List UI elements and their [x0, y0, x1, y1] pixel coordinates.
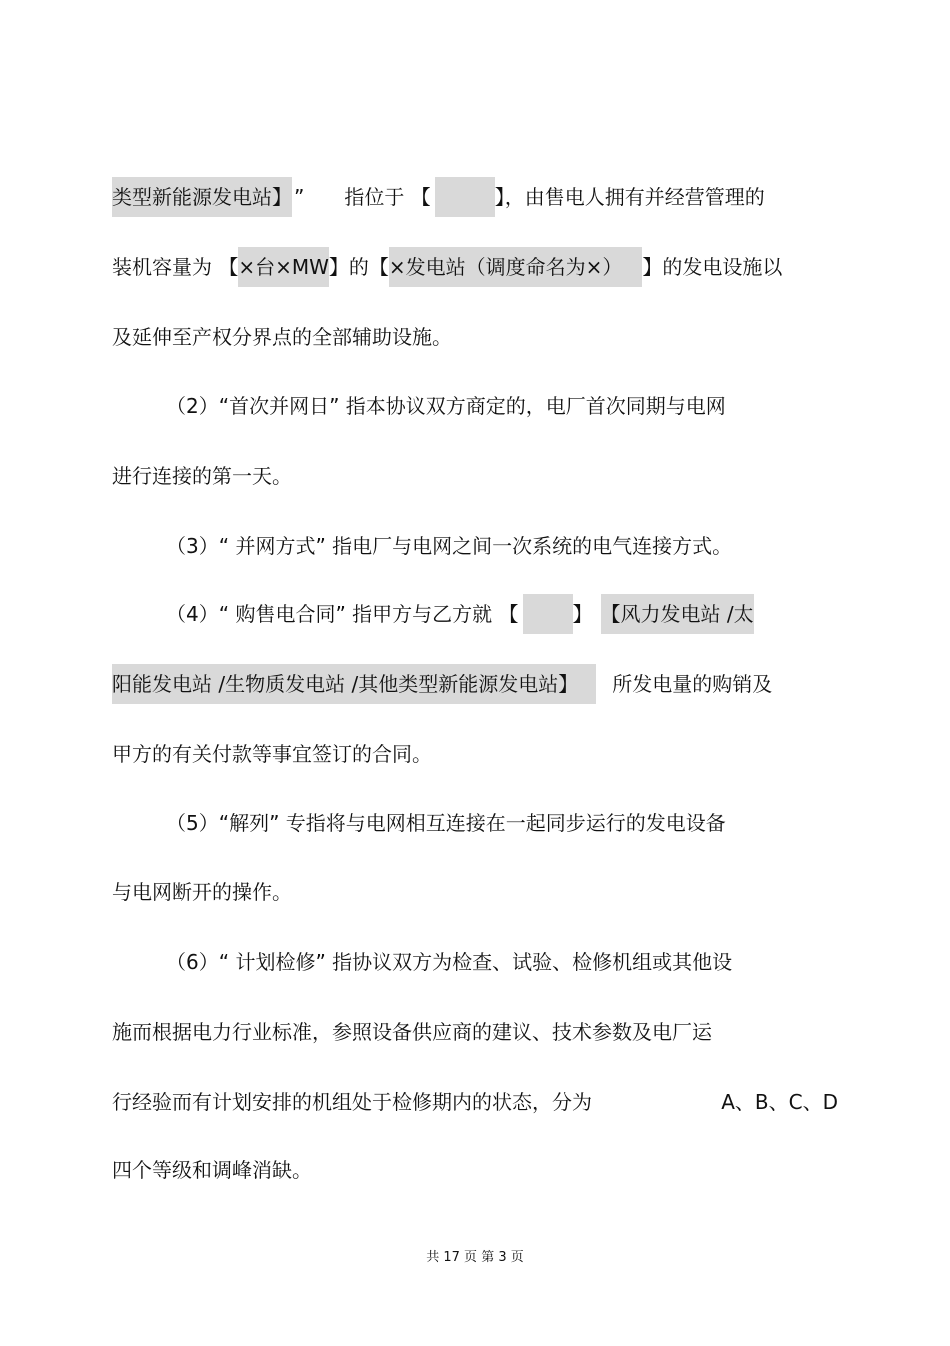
text-segment: 与电网断开的操作。	[112, 880, 292, 904]
text-line-12	[166, 942, 732, 982]
text-line-15	[112, 1150, 312, 1190]
text-segment: 及延伸至产权分界点的全部辅助设施。	[112, 325, 452, 349]
text-segment: 甲方的有关付款等事宜签订的合同。	[112, 742, 432, 766]
text-line-10	[166, 803, 726, 843]
blank-field	[523, 594, 573, 634]
text-segment: 指位于 【	[344, 185, 431, 209]
text-segment: 四个等级和调峰消缺。	[112, 1158, 312, 1182]
text-segment: （6）“ 计划检修” 指协议双方为检查、试验、检修机组或其他设	[166, 950, 733, 974]
text-line-3	[112, 317, 452, 357]
page-footer: 共 17 页 第 3 页	[426, 1250, 524, 1265]
text-segment: 装机容量为 【	[112, 255, 239, 279]
text-line-7	[166, 594, 754, 634]
highlight-field: 【风力发电站 /太	[601, 594, 754, 634]
text-segment: ”	[294, 185, 305, 209]
text-line-2	[112, 247, 782, 287]
highlight-field: ×发电站（调度命名为×）	[389, 247, 643, 287]
text-line-6	[166, 526, 732, 566]
text-line-1	[112, 177, 765, 217]
highlight-field: 类型新能源发电站】	[112, 177, 292, 217]
text-line-9	[112, 734, 432, 774]
text-line-8	[112, 664, 772, 704]
text-segment: 】	[572, 602, 593, 626]
text-line-4	[166, 386, 726, 426]
text-segment: 】的【	[328, 255, 389, 279]
text-segment: 所发电量的购销及	[612, 672, 773, 696]
text-segment: （5）“解列” 专指将与电网相互连接在一起同步运行的发电设备	[166, 811, 726, 835]
text-segment: A、B、C、D	[721, 1090, 838, 1114]
highlight-field: 阳能发电站 /生物质发电站 /其他类型新能源发电站】	[112, 664, 596, 704]
text-segment: 施而根据电力行业标准，参照设备供应商的建议、技术参数及电厂运	[112, 1020, 712, 1044]
text-segment: （2）“首次并网日” 指本协议双方商定的，电厂首次同期与电网	[166, 394, 726, 418]
text-segment: 进行连接的第一天。	[112, 464, 292, 488]
text-line-5	[112, 456, 292, 496]
text-segment: 行经验而有计划安排的机组处于检修期内的状态，分为	[112, 1090, 592, 1114]
text-line-13	[112, 1012, 712, 1052]
text-segment: （4）“ 购售电合同” 指甲方与乙方就 【	[166, 602, 519, 626]
blank-field	[435, 177, 495, 217]
text-line-14	[112, 1082, 838, 1122]
highlight-field: ×台×MW	[238, 247, 329, 287]
text-segment: （3）“ 并网方式” 指电厂与电网之间一次系统的电气连接方式。	[166, 534, 733, 558]
text-line-11	[112, 872, 292, 912]
text-segment: 】的发电设施以	[642, 255, 783, 279]
text-segment: 】，由售电人拥有并经营管理的	[494, 185, 765, 209]
